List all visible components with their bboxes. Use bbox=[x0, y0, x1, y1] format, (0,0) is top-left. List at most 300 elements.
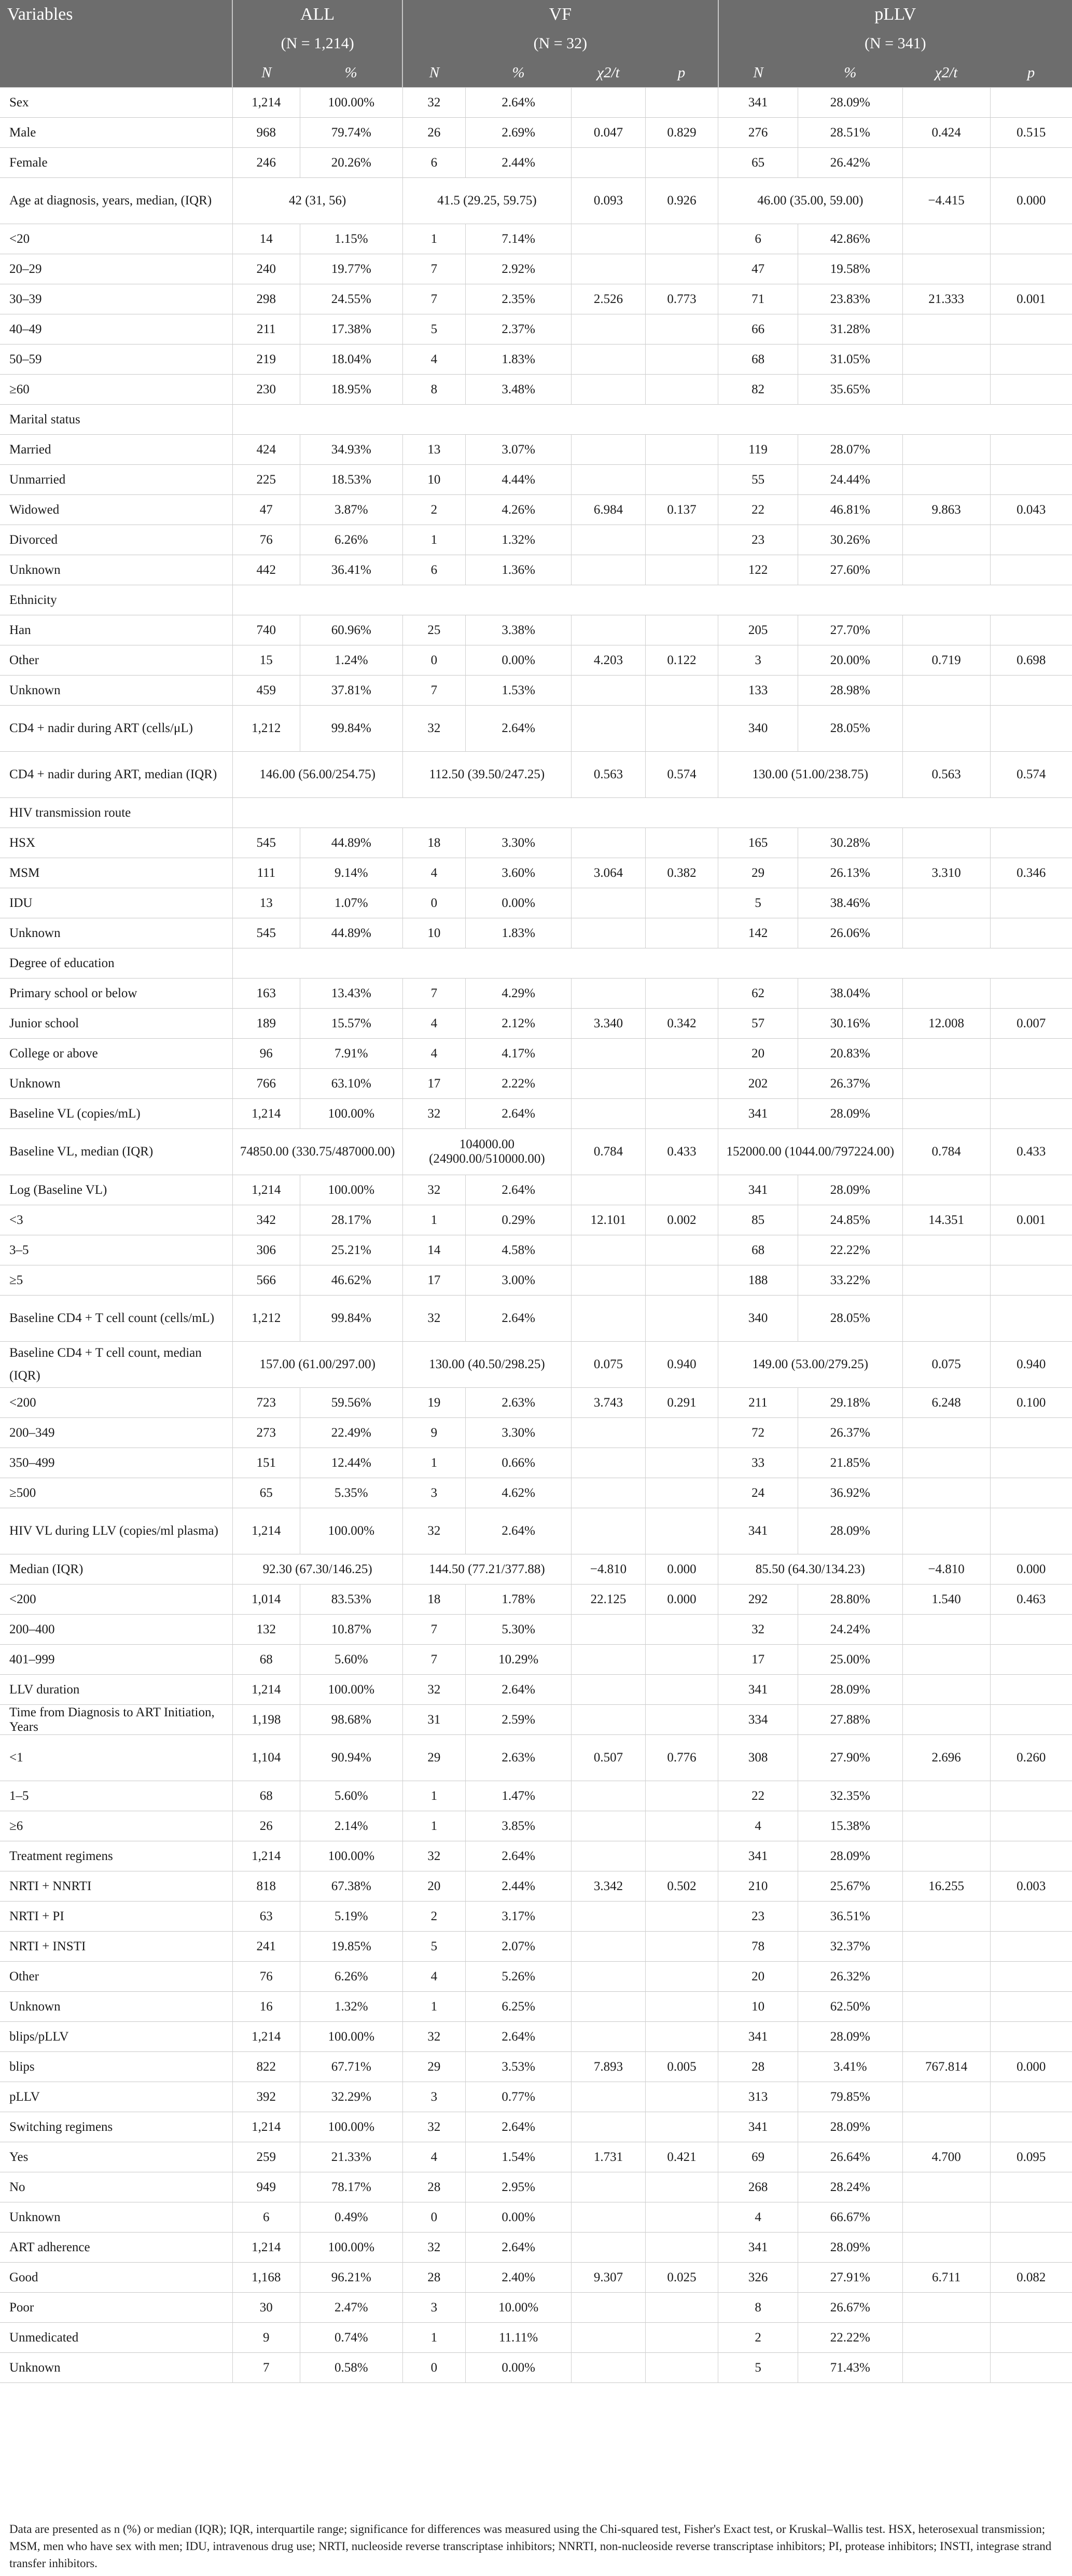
row-label: 1–5 bbox=[9, 1788, 29, 1803]
pllv-pct-cell: 20.83% bbox=[798, 1039, 903, 1069]
group-n-vf: (N = 32) bbox=[402, 29, 718, 58]
vf-n-cell: 2 bbox=[402, 1902, 465, 1932]
pllv-p-cell: 0.001 bbox=[990, 284, 1072, 314]
pllv-p-cell bbox=[990, 1039, 1072, 1069]
pllv-pct-cell: 29.18% bbox=[798, 1388, 903, 1418]
vf-pct-cell: 1.83% bbox=[466, 345, 572, 375]
vf-n-cell: 0 bbox=[402, 645, 465, 676]
all-pct-cell: 20.26% bbox=[300, 148, 402, 178]
vf-chi-cell bbox=[572, 1296, 646, 1342]
vf-p-cell bbox=[645, 828, 718, 858]
all-pct-cell: 79.74% bbox=[300, 118, 402, 148]
pllv-p-cell bbox=[990, 1781, 1072, 1811]
all-n-cell: 545 bbox=[232, 828, 300, 858]
vf-p-cell bbox=[645, 1781, 718, 1811]
pllv-p-cell bbox=[990, 1448, 1072, 1478]
all-n-cell: 1,014 bbox=[232, 1585, 300, 1615]
vf-chi-cell: 4.203 bbox=[572, 645, 646, 676]
vf-chi-cell bbox=[572, 2353, 646, 2383]
row-label: Yes bbox=[9, 2150, 29, 2164]
vf-n-cell: 4 bbox=[402, 1962, 465, 1992]
pllv-pct-cell: 28.09% bbox=[798, 1508, 903, 1554]
vf-n-cell: 10 bbox=[402, 918, 465, 948]
vf-p-cell bbox=[645, 1175, 718, 1205]
all-pct-cell: 44.89% bbox=[300, 918, 402, 948]
pllv-p-cell bbox=[990, 2172, 1072, 2202]
pllv-pct-cell: 28.05% bbox=[798, 1296, 903, 1342]
vf-pct-cell: 0.00% bbox=[466, 2353, 572, 2383]
row-label: pLLV bbox=[9, 2089, 40, 2104]
all-median-cell: 92.30 (67.30/146.25) bbox=[232, 1554, 402, 1585]
section-row bbox=[0, 798, 1072, 828]
pllv-chi-cell bbox=[902, 2353, 990, 2383]
pllv-n-cell: 10 bbox=[718, 1992, 798, 2022]
vf-chi-cell bbox=[572, 918, 646, 948]
pllv-chi-cell bbox=[902, 435, 990, 465]
pllv-p-cell bbox=[990, 2353, 1072, 2383]
vf-n-cell: 32 bbox=[402, 1675, 465, 1705]
pllv-p-cell bbox=[990, 1296, 1072, 1342]
variables-header: Variables bbox=[0, 0, 232, 29]
vf-n-cell: 1 bbox=[402, 525, 465, 555]
vf-pct-cell: 2.64% bbox=[466, 1175, 572, 1205]
table-row bbox=[0, 465, 1072, 495]
pllv-n-cell: 22 bbox=[718, 495, 798, 525]
row-label: No bbox=[9, 2180, 25, 2194]
vf-p-cell bbox=[645, 2323, 718, 2353]
vf-p-cell bbox=[645, 2353, 718, 2383]
table-row bbox=[0, 1932, 1072, 1962]
row-label: ≥6 bbox=[9, 1819, 23, 1833]
group-header-vf: VF bbox=[402, 0, 718, 29]
pllv-pct-cell: 15.38% bbox=[798, 1811, 903, 1841]
vf-chi-cell bbox=[572, 2202, 646, 2233]
all-n-cell: 968 bbox=[232, 118, 300, 148]
vf-chi-cell bbox=[572, 888, 646, 918]
all-n-cell: 740 bbox=[232, 615, 300, 645]
vf-chi-cell bbox=[572, 706, 646, 752]
pllv-pct-cell: 24.24% bbox=[798, 1615, 903, 1645]
vf-chi-cell: 0.563 bbox=[572, 752, 646, 798]
pllv-pct-cell: 71.43% bbox=[798, 2353, 903, 2383]
row-label: Han bbox=[9, 623, 31, 637]
pllv-chi-cell bbox=[902, 254, 990, 284]
row-label: Other bbox=[9, 1969, 39, 1983]
all-n-cell: 219 bbox=[232, 345, 300, 375]
pllv-p-cell: 0.000 bbox=[990, 2052, 1072, 2082]
all-pct-cell: 67.71% bbox=[300, 2052, 402, 2082]
all-pct-cell: 67.38% bbox=[300, 1871, 402, 1902]
row-label: Male bbox=[9, 125, 36, 140]
all-n-cell: 1,214 bbox=[232, 2112, 300, 2142]
all-pct-cell: 99.84% bbox=[300, 706, 402, 752]
vf-n-cell: 1 bbox=[402, 1811, 465, 1841]
table-row bbox=[0, 2353, 1072, 2383]
vf-pct-cell: 2.63% bbox=[466, 1735, 572, 1781]
pllv-pct-cell: 26.37% bbox=[798, 1069, 903, 1099]
vf-pct-cell: 2.64% bbox=[466, 1099, 572, 1129]
vf-chi-cell bbox=[572, 435, 646, 465]
subcol-header: % bbox=[466, 58, 572, 88]
empty-cell bbox=[232, 798, 1072, 828]
vf-n-cell: 25 bbox=[402, 615, 465, 645]
pllv-chi-cell: 3.310 bbox=[902, 858, 990, 888]
all-pct-cell: 32.29% bbox=[300, 2082, 402, 2112]
pllv-pct-cell: 28.09% bbox=[798, 1841, 903, 1871]
vf-p-cell: 0.776 bbox=[645, 1735, 718, 1781]
vf-pct-cell: 2.63% bbox=[466, 1388, 572, 1418]
vf-n-cell: 7 bbox=[402, 284, 465, 314]
vf-n-cell: 17 bbox=[402, 1265, 465, 1296]
vf-pct-cell: 3.85% bbox=[466, 1811, 572, 1841]
pllv-p-cell bbox=[990, 1902, 1072, 1932]
vf-n-cell: 17 bbox=[402, 1069, 465, 1099]
pllv-chi-cell bbox=[902, 1615, 990, 1645]
row-label: Age at diagnosis, years, median, (IQR) bbox=[9, 194, 212, 208]
pllv-p-cell: 0.000 bbox=[990, 178, 1072, 224]
vf-pct-cell: 3.60% bbox=[466, 858, 572, 888]
pllv-p-cell bbox=[990, 1069, 1072, 1099]
pllv-p-cell: 0.082 bbox=[990, 2263, 1072, 2293]
all-n-cell: 1,214 bbox=[232, 88, 300, 118]
vf-p-cell bbox=[645, 979, 718, 1009]
pllv-pct-cell: 31.28% bbox=[798, 314, 903, 345]
all-pct-cell: 100.00% bbox=[300, 1841, 402, 1871]
group-header-pllv: pLLV bbox=[718, 0, 1072, 29]
pllv-p-cell bbox=[990, 1811, 1072, 1841]
pllv-n-cell: 334 bbox=[718, 1705, 798, 1735]
pllv-pct-cell: 22.22% bbox=[798, 2323, 903, 2353]
all-n-cell: 65 bbox=[232, 1478, 300, 1508]
pllv-chi-cell: 9.863 bbox=[902, 495, 990, 525]
vf-pct-cell: 4.58% bbox=[466, 1235, 572, 1265]
row-label: <20 bbox=[9, 231, 30, 246]
empty-cell bbox=[232, 405, 1072, 435]
all-n-cell: 6 bbox=[232, 2202, 300, 2233]
vf-p-cell bbox=[645, 345, 718, 375]
all-pct-cell: 5.60% bbox=[300, 1781, 402, 1811]
vf-n-cell: 7 bbox=[402, 1615, 465, 1645]
row-label: Unknown bbox=[9, 683, 61, 697]
row-label: blips/pLLV bbox=[9, 2029, 69, 2044]
vf-pct-cell: 1.32% bbox=[466, 525, 572, 555]
pllv-n-cell: 55 bbox=[718, 465, 798, 495]
pllv-chi-cell: −4.415 bbox=[902, 178, 990, 224]
pllv-chi-cell: 0.424 bbox=[902, 118, 990, 148]
pllv-p-cell: 0.463 bbox=[990, 1585, 1072, 1615]
vf-median-cell: 41.5 (29.25, 59.75) bbox=[402, 178, 571, 224]
all-pct-cell: 3.87% bbox=[300, 495, 402, 525]
all-n-cell: 424 bbox=[232, 435, 300, 465]
vf-chi-cell: 9.307 bbox=[572, 2263, 646, 2293]
table-row bbox=[0, 1841, 1072, 1871]
pllv-n-cell: 142 bbox=[718, 918, 798, 948]
table-row bbox=[0, 1099, 1072, 1129]
pllv-p-cell: 0.515 bbox=[990, 118, 1072, 148]
vf-p-cell bbox=[645, 1932, 718, 1962]
row-label: 3–5 bbox=[9, 1243, 29, 1257]
pllv-p-cell bbox=[990, 1508, 1072, 1554]
vf-chi-cell bbox=[572, 1235, 646, 1265]
row-label: Baseline VL (copies/mL) bbox=[9, 1106, 141, 1121]
vf-chi-cell: 0.784 bbox=[572, 1129, 646, 1175]
vf-n-cell: 28 bbox=[402, 2263, 465, 2293]
vf-chi-cell bbox=[572, 1418, 646, 1448]
vf-n-cell: 4 bbox=[402, 2142, 465, 2172]
vf-chi-cell: 7.893 bbox=[572, 2052, 646, 2082]
vf-p-cell bbox=[645, 1705, 718, 1735]
pllv-n-cell: 20 bbox=[718, 1962, 798, 1992]
pllv-chi-cell bbox=[902, 1418, 990, 1448]
all-pct-cell: 100.00% bbox=[300, 88, 402, 118]
pllv-n-cell: 133 bbox=[718, 676, 798, 706]
pllv-pct-cell: 28.09% bbox=[798, 88, 903, 118]
vf-chi-cell bbox=[572, 314, 646, 345]
pllv-n-cell: 68 bbox=[718, 1235, 798, 1265]
all-n-cell: 68 bbox=[232, 1645, 300, 1675]
row-label: NRTI + NNRTI bbox=[9, 1879, 92, 1893]
row-label: Switching regimens bbox=[9, 2119, 113, 2134]
pllv-pct-cell: 26.13% bbox=[798, 858, 903, 888]
pllv-p-cell bbox=[990, 2293, 1072, 2323]
pllv-chi-cell bbox=[902, 465, 990, 495]
pllv-pct-cell: 25.67% bbox=[798, 1871, 903, 1902]
row-label: Sex bbox=[9, 95, 29, 109]
vf-n-cell: 4 bbox=[402, 858, 465, 888]
vf-chi-cell bbox=[572, 465, 646, 495]
vf-n-cell: 8 bbox=[402, 375, 465, 405]
pllv-pct-cell: 3.41% bbox=[798, 2052, 903, 2082]
vf-pct-cell: 2.35% bbox=[466, 284, 572, 314]
vf-p-cell: 0.000 bbox=[645, 1585, 718, 1615]
row-label: <200 bbox=[9, 1592, 36, 1606]
all-n-cell: 1,104 bbox=[232, 1735, 300, 1781]
all-n-cell: 47 bbox=[232, 495, 300, 525]
all-pct-cell: 78.17% bbox=[300, 2172, 402, 2202]
pllv-n-cell: 22 bbox=[718, 1781, 798, 1811]
pllv-n-cell: 292 bbox=[718, 1585, 798, 1615]
pllv-p-cell bbox=[990, 1265, 1072, 1296]
pllv-n-cell: 268 bbox=[718, 2172, 798, 2202]
pllv-chi-cell: 0.075 bbox=[902, 1342, 990, 1388]
vf-chi-cell: 3.340 bbox=[572, 1009, 646, 1039]
vf-n-cell: 29 bbox=[402, 2052, 465, 2082]
table-row bbox=[0, 828, 1072, 858]
table-row bbox=[0, 1615, 1072, 1645]
vf-chi-cell bbox=[572, 1902, 646, 1932]
pllv-pct-cell: 28.51% bbox=[798, 118, 903, 148]
pllv-median-cell: 130.00 (51.00/238.75) bbox=[718, 752, 903, 798]
vf-chi-cell bbox=[572, 1992, 646, 2022]
section-row bbox=[0, 585, 1072, 615]
vf-chi-cell bbox=[572, 1448, 646, 1478]
all-n-cell: 766 bbox=[232, 1069, 300, 1099]
vf-p-cell bbox=[645, 1099, 718, 1129]
pllv-pct-cell: 28.07% bbox=[798, 435, 903, 465]
vf-p-cell: 0.829 bbox=[645, 118, 718, 148]
vf-pct-cell: 0.00% bbox=[466, 888, 572, 918]
vf-n-cell: 32 bbox=[402, 1296, 465, 1342]
vf-chi-cell bbox=[572, 224, 646, 254]
all-pct-cell: 19.85% bbox=[300, 1932, 402, 1962]
pllv-chi-cell bbox=[902, 224, 990, 254]
vf-n-cell: 14 bbox=[402, 1235, 465, 1265]
all-pct-cell: 1.32% bbox=[300, 1992, 402, 2022]
pllv-p-cell bbox=[990, 706, 1072, 752]
pllv-pct-cell: 33.22% bbox=[798, 1265, 903, 1296]
table-row bbox=[0, 979, 1072, 1009]
vf-p-cell: 0.122 bbox=[645, 645, 718, 676]
row-label: Unmedicated bbox=[9, 2330, 79, 2345]
table-row bbox=[0, 345, 1072, 375]
row-label: ≥5 bbox=[9, 1273, 23, 1287]
subcol-header: N bbox=[402, 58, 465, 88]
table-row bbox=[0, 375, 1072, 405]
vf-n-cell: 28 bbox=[402, 2172, 465, 2202]
all-n-cell: 342 bbox=[232, 1205, 300, 1235]
table-row bbox=[0, 1705, 1072, 1735]
subcol-header: p bbox=[645, 58, 718, 88]
pllv-p-cell bbox=[990, 465, 1072, 495]
all-pct-cell: 2.47% bbox=[300, 2293, 402, 2323]
table-row bbox=[0, 1781, 1072, 1811]
pllv-pct-cell: 66.67% bbox=[798, 2202, 903, 2233]
pllv-median-cell: 152000.00 (1044.00/797224.00) bbox=[718, 1129, 903, 1175]
vf-p-cell bbox=[645, 676, 718, 706]
vf-chi-cell: 3.064 bbox=[572, 858, 646, 888]
pllv-n-cell: 326 bbox=[718, 2263, 798, 2293]
pllv-n-cell: 68 bbox=[718, 345, 798, 375]
vf-pct-cell: 4.17% bbox=[466, 1039, 572, 1069]
vf-n-cell: 1 bbox=[402, 1205, 465, 1235]
all-pct-cell: 36.41% bbox=[300, 555, 402, 585]
pllv-n-cell: 47 bbox=[718, 254, 798, 284]
pllv-pct-cell: 28.98% bbox=[798, 676, 903, 706]
row-label: Unknown bbox=[9, 1076, 61, 1091]
pllv-p-cell bbox=[990, 918, 1072, 948]
pllv-chi-cell bbox=[902, 2323, 990, 2353]
vf-pct-cell: 2.64% bbox=[466, 2233, 572, 2263]
all-n-cell: 273 bbox=[232, 1418, 300, 1448]
all-n-cell: 16 bbox=[232, 1992, 300, 2022]
pllv-n-cell: 4 bbox=[718, 1811, 798, 1841]
vf-p-cell bbox=[645, 555, 718, 585]
table-row bbox=[0, 1235, 1072, 1265]
vf-chi-cell bbox=[572, 2022, 646, 2052]
vf-pct-cell: 2.64% bbox=[466, 88, 572, 118]
all-n-cell: 1,214 bbox=[232, 1508, 300, 1554]
row-label: blips bbox=[9, 2059, 35, 2074]
all-pct-cell: 0.58% bbox=[300, 2353, 402, 2383]
pllv-n-cell: 211 bbox=[718, 1388, 798, 1418]
pllv-n-cell: 341 bbox=[718, 2022, 798, 2052]
vf-pct-cell: 2.12% bbox=[466, 1009, 572, 1039]
table-row bbox=[0, 2293, 1072, 2323]
pllv-pct-cell: 46.81% bbox=[798, 495, 903, 525]
row-label: ≥60 bbox=[9, 382, 30, 396]
pllv-n-cell: 341 bbox=[718, 2233, 798, 2263]
vf-pct-cell: 10.29% bbox=[466, 1645, 572, 1675]
row-label: IDU bbox=[9, 896, 33, 910]
vf-chi-cell bbox=[572, 2172, 646, 2202]
row-label: 40–49 bbox=[9, 322, 42, 336]
vf-p-cell: 0.502 bbox=[645, 1871, 718, 1902]
all-pct-cell: 2.14% bbox=[300, 1811, 402, 1841]
all-pct-cell: 18.53% bbox=[300, 465, 402, 495]
vf-n-cell: 0 bbox=[402, 2353, 465, 2383]
vf-pct-cell: 3.53% bbox=[466, 2052, 572, 2082]
vf-p-cell bbox=[645, 1069, 718, 1099]
row-label: 350–499 bbox=[9, 1455, 55, 1470]
row-label: ART adherence bbox=[9, 2240, 90, 2254]
all-pct-cell: 0.49% bbox=[300, 2202, 402, 2233]
pllv-n-cell: 62 bbox=[718, 979, 798, 1009]
pllv-p-cell bbox=[990, 2112, 1072, 2142]
pllv-p-cell bbox=[990, 2082, 1072, 2112]
pllv-chi-cell bbox=[902, 1296, 990, 1342]
pllv-n-cell: 119 bbox=[718, 435, 798, 465]
vf-p-cell bbox=[645, 1675, 718, 1705]
pllv-n-cell: 341 bbox=[718, 1675, 798, 1705]
all-n-cell: 63 bbox=[232, 1902, 300, 1932]
vf-p-cell: 0.940 bbox=[645, 1342, 718, 1388]
pllv-pct-cell: 32.37% bbox=[798, 1932, 903, 1962]
pllv-p-cell bbox=[990, 1099, 1072, 1129]
row-label: CD4 + nadir during ART, median (IQR) bbox=[9, 767, 217, 781]
vf-p-cell: 0.137 bbox=[645, 495, 718, 525]
all-pct-cell: 5.19% bbox=[300, 1902, 402, 1932]
row-label: Treatment regimens bbox=[9, 1849, 113, 1863]
vf-chi-cell: 22.125 bbox=[572, 1585, 646, 1615]
pllv-chi-cell bbox=[902, 918, 990, 948]
pllv-pct-cell: 42.86% bbox=[798, 224, 903, 254]
vf-pct-cell: 5.26% bbox=[466, 1962, 572, 1992]
pllv-p-cell bbox=[990, 1478, 1072, 1508]
all-n-cell: 1,214 bbox=[232, 1675, 300, 1705]
pllv-pct-cell: 26.32% bbox=[798, 1962, 903, 1992]
subcol-header: p bbox=[990, 58, 1072, 88]
pllv-p-cell bbox=[990, 1705, 1072, 1735]
pllv-n-cell: 72 bbox=[718, 1418, 798, 1448]
vf-p-cell bbox=[645, 2202, 718, 2233]
pllv-pct-cell: 26.42% bbox=[798, 148, 903, 178]
vf-n-cell: 2 bbox=[402, 495, 465, 525]
pllv-chi-cell bbox=[902, 1841, 990, 1871]
table-row bbox=[0, 2082, 1072, 2112]
vf-n-cell: 9 bbox=[402, 1418, 465, 1448]
pllv-pct-cell: 24.44% bbox=[798, 465, 903, 495]
all-n-cell: 9 bbox=[232, 2323, 300, 2353]
all-n-cell: 68 bbox=[232, 1781, 300, 1811]
vf-p-cell bbox=[645, 148, 718, 178]
pllv-p-cell: 0.001 bbox=[990, 1205, 1072, 1235]
all-n-cell: 76 bbox=[232, 1962, 300, 1992]
vf-p-cell bbox=[645, 1962, 718, 1992]
pllv-p-cell bbox=[990, 345, 1072, 375]
vf-chi-cell bbox=[572, 148, 646, 178]
pllv-n-cell: 122 bbox=[718, 555, 798, 585]
vf-p-cell bbox=[645, 1645, 718, 1675]
vf-pct-cell: 3.30% bbox=[466, 1418, 572, 1448]
vf-n-cell: 13 bbox=[402, 435, 465, 465]
pllv-n-cell: 5 bbox=[718, 2353, 798, 2383]
vf-p-cell bbox=[645, 525, 718, 555]
vf-chi-cell bbox=[572, 615, 646, 645]
pllv-p-cell: 0.940 bbox=[990, 1342, 1072, 1388]
pllv-n-cell: 28 bbox=[718, 2052, 798, 2082]
pllv-chi-cell bbox=[902, 2172, 990, 2202]
vf-n-cell: 0 bbox=[402, 888, 465, 918]
